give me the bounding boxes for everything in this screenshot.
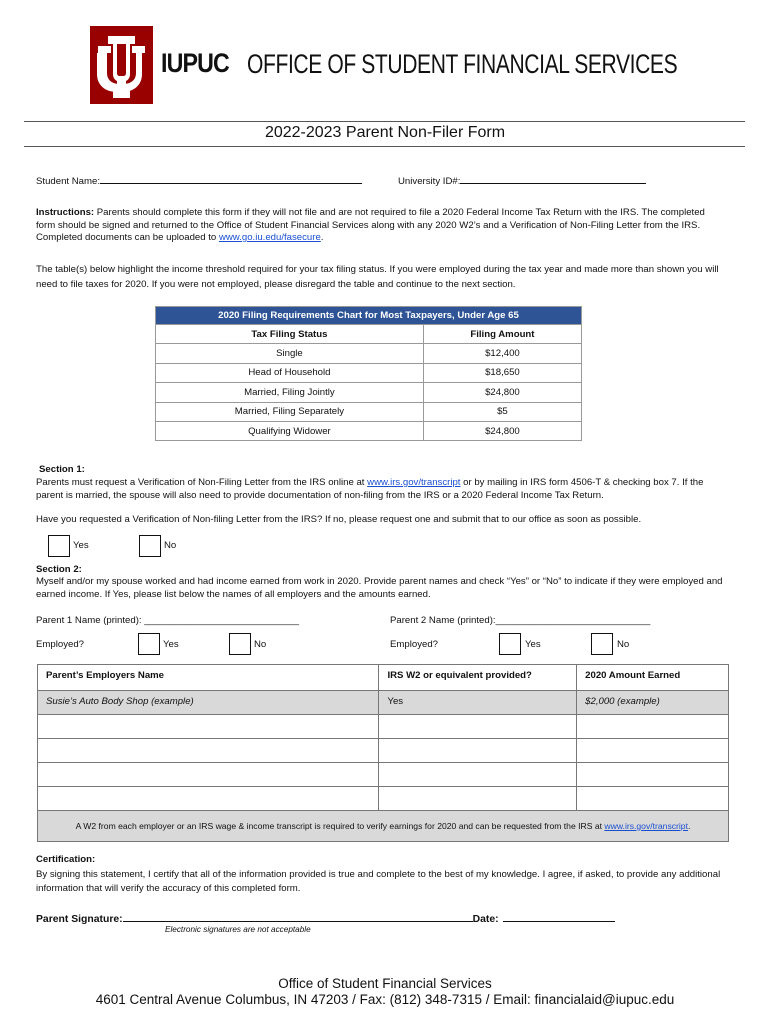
filing-status: Qualifying Widower (156, 421, 424, 440)
employer-name-cell[interactable] (38, 763, 379, 787)
parent2-employed-label: Employed? (390, 639, 438, 650)
university-id-label: University ID#: (398, 176, 461, 187)
threshold-text: The table(s) below highlight the income threshold required for your tax filing status. If you were employed during the tax year and made more than shown you will need to file taxes for 2020. If you were not employed, please disregard the table and continue to the next section. (36, 264, 719, 290)
footer-office: Office of Student Financial Services (278, 976, 492, 991)
certification-text: By signing this statement, I certify that all of the information provided is true and complete to the best of my knowledge. I agree, if asked, to provide any additional information that will verify the accuracy of this completed form. (36, 869, 721, 894)
student-name-row (36, 173, 362, 187)
col-w2-provided: IRS W2 or equivalent provided? (379, 665, 577, 691)
table-row (156, 383, 582, 402)
parent2-name-row (390, 615, 650, 626)
certification-heading: Certification: (36, 854, 96, 865)
filing-amount: $12,400 (423, 344, 581, 363)
parent1-name-field[interactable]: _____________________________ (144, 615, 299, 626)
section1-heading: Section 1: (39, 464, 85, 475)
instructions-text: Parents should complete this form if they will not file and are not required to file a 2020 Federal Income Tax Return with the IRS. The completed form should be signed and returned to the Office of Student Financial Services along with any 2020 W2’s and a Verification of Non-Filing Letter from the IRS. Completed documents can be uploaded to (36, 207, 705, 243)
table-row (38, 715, 729, 739)
parent2-employed-no-label: No (617, 639, 630, 650)
parent1-name-label: Parent 1 Name (printed): (36, 615, 142, 626)
section1-text-b: or by mailing in IRS form 4506-T & checking box 7. If the parent is married, the spouse will also need to provide documentation of non-filing from the IRS or a 2020 Federal Income Tax Return. (36, 477, 704, 501)
filing-amount: $18,650 (423, 363, 581, 382)
section1-text-a: Parents must request a Verification of Non-Filing Letter from the IRS online at (36, 477, 368, 488)
example-employer: Susie’s Auto Body Shop (example) (38, 691, 379, 715)
table-row (156, 402, 582, 421)
filing-amount: $24,800 (423, 383, 581, 402)
parent1-employed-label: Employed? (36, 639, 84, 650)
col-amount-earned: 2020 Amount Earned (577, 665, 729, 691)
iu-trident-logo (90, 26, 153, 104)
filing-status: Married, Filing Jointly (156, 383, 424, 402)
fasecure-link[interactable]: www.go.iu.edu/fasecure (218, 232, 321, 243)
section1-question: Have you requested a Verification of Non-filing Letter from the IRS? If no, please request one and submit that to our office as soon as possible. (36, 514, 642, 525)
irs-transcript-link[interactable]: www.irs.gov/transcript (367, 477, 461, 488)
parent1-employed-no-label: No (254, 639, 267, 650)
table-row (38, 739, 729, 763)
w2-note-end: . (687, 821, 691, 831)
signature-row (36, 911, 615, 925)
parent1-employed-yes-label: Yes (163, 639, 179, 650)
org-name-bold: IUPUC (161, 48, 229, 78)
filing-requirements-table (155, 306, 582, 441)
date-field[interactable] (503, 911, 615, 922)
nonfiling-yes-checkbox[interactable] (48, 535, 70, 557)
w2-cell[interactable] (379, 739, 577, 763)
w2-note-row (38, 811, 729, 842)
parent2-employed-yes-checkbox[interactable] (499, 633, 521, 655)
parent2-employed-no-checkbox[interactable] (591, 633, 613, 655)
form-title: 2022-2023 Parent Non-Filer Form (264, 124, 506, 141)
col-tax-filing-status: Tax Filing Status (156, 325, 424, 344)
divider-top (24, 121, 745, 122)
footer-address: 4601 Central Avenue Columbus, IN 47203 / Fax: (812) 348-7315 / Email: financialaid@iupuc.edu (95, 992, 675, 1007)
table-row (38, 691, 729, 715)
employers-table (37, 664, 729, 842)
filing-chart-title: 2020 Filing Requirements Chart for Most Taxpayers, Under Age 65 (156, 307, 582, 325)
org-name: OFFICE OF STUDENT FINANCIAL SERVICES (247, 49, 678, 79)
date-label: Date: (472, 914, 499, 925)
esig-note: Electronic signatures are not acceptable (165, 925, 311, 934)
parent1-name-row (36, 615, 299, 626)
student-name-field[interactable] (100, 173, 362, 184)
amount-cell[interactable] (577, 715, 729, 739)
filing-status: Single (156, 344, 424, 363)
section1-text (36, 477, 726, 502)
irs-transcript-link-2[interactable]: www.irs.gov/transcript (604, 821, 688, 831)
example-w2: Yes (379, 691, 577, 715)
parent2-name-label: Parent 2 Name (printed): (390, 615, 496, 626)
filing-amount: $5 (423, 402, 581, 421)
parent2-employed-yes-label: Yes (525, 639, 541, 650)
instructions (36, 207, 726, 245)
amount-cell[interactable] (577, 739, 729, 763)
nonfiling-no-label: No (164, 540, 177, 551)
employer-name-cell[interactable] (38, 787, 379, 811)
employer-name-cell[interactable] (38, 715, 379, 739)
col-employers-name: Parent’s Employers Name (38, 665, 379, 691)
parent1-employed-yes-checkbox[interactable] (138, 633, 160, 655)
university-id-field[interactable] (460, 173, 646, 184)
signature-label: Parent Signature: (36, 914, 123, 925)
parent2-name-field[interactable]: _____________________________ (495, 615, 651, 626)
example-amount: $2,000 (example) (577, 691, 729, 715)
parent1-employed-no-checkbox[interactable] (229, 633, 251, 655)
w2-cell[interactable] (379, 715, 577, 739)
employer-name-cell[interactable] (38, 739, 379, 763)
student-name-label: Student Name: (36, 176, 100, 187)
col-filing-amount: Filing Amount (423, 325, 581, 344)
section2-text: Myself and/or my spouse worked and had income earned from work in 2020. Provide parent names and check “Yes” or “No” to indicate if they were employed and earned income. If Yes, please list below the names of all employers and the amounts earned. (36, 576, 723, 600)
table-row (156, 363, 582, 382)
signature-field[interactable] (123, 911, 473, 922)
instructions-heading: Instructions: (36, 207, 95, 218)
w2-note-text: A W2 from each employer or an IRS wage & income transcript is required to verify earnings for 2020 and can be requested from the IRS at (75, 821, 605, 831)
section2-heading: Section 2: (36, 564, 82, 575)
divider-title (24, 146, 745, 147)
amount-cell[interactable] (577, 787, 729, 811)
nonfiling-no-checkbox[interactable] (139, 535, 161, 557)
table-row (38, 763, 729, 787)
table-row (156, 344, 582, 363)
w2-cell[interactable] (379, 787, 577, 811)
filing-status: Head of Household (156, 363, 424, 382)
filing-amount: $24,800 (423, 421, 581, 440)
filing-status: Married, Filing Separately (156, 402, 424, 421)
w2-cell[interactable] (379, 763, 577, 787)
amount-cell[interactable] (577, 763, 729, 787)
nonfiling-yes-label: Yes (73, 540, 89, 551)
instructions-end: . (320, 232, 324, 243)
table-row (38, 787, 729, 811)
university-id-row (398, 173, 646, 187)
table-row (156, 421, 582, 440)
w2-note (38, 811, 729, 842)
